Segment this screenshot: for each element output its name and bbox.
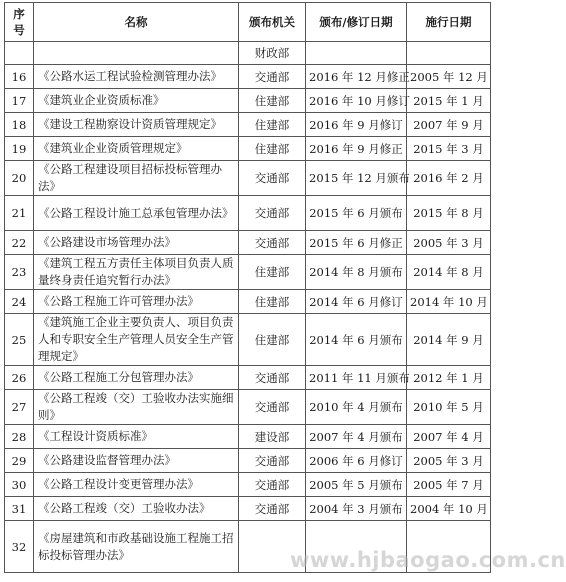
effective-date: 2005 年 3 月: [407, 231, 491, 255]
table-cell: [306, 42, 407, 65]
row-index: 24: [5, 290, 34, 314]
effective-date: 2014 年 9 月: [407, 314, 491, 366]
issuing-agency: 交通部: [239, 390, 306, 425]
table-row: [5, 390, 491, 425]
issue-date: 2015 年 12 月颁布: [306, 161, 407, 196]
table-row: [5, 255, 491, 290]
regulation-name: 《建筑业企业资质管理规定》: [34, 137, 239, 161]
regulation-name: 《建设工程勘察设计资质管理规定》: [34, 113, 239, 137]
issuing-agency: 交通部: [239, 231, 306, 255]
issuing-agency: 交通部: [239, 65, 306, 89]
regulation-name: 《公路工程施工许可管理办法》: [34, 290, 239, 314]
table-row: [5, 196, 491, 231]
row-index: 18: [5, 113, 34, 137]
effective-date: 2005 年 12 月: [407, 65, 491, 89]
regulation-name: 《建筑施工企业主要负责人、项目负责人和专职安全生产管理人员安全生产管理规定》: [34, 314, 239, 366]
header-agency: 颁布机关: [239, 3, 306, 42]
header-index: 序号: [5, 3, 34, 42]
table-row: [5, 497, 491, 521]
issue-date: 2014 年 6 月颁布: [306, 314, 407, 366]
issuing-agency: 交通部: [239, 497, 306, 521]
issue-date: 2005 年 5 月颁布: [306, 473, 407, 497]
header-date: 颁布/修订日期: [306, 3, 407, 42]
row-index: 28: [5, 425, 34, 449]
row-index: 31: [5, 497, 34, 521]
row-index: 27: [5, 390, 34, 425]
effective-date: 2007 年 9 月: [407, 113, 491, 137]
effective-date: 2014 年 10 月: [407, 290, 491, 314]
effective-date: 2015 年 3 月: [407, 137, 491, 161]
regulation-name: 《公路水运工程试验检测管理办法》: [34, 65, 239, 89]
issuing-agency: 交通部: [239, 449, 306, 473]
issue-date: 2015 年 6 月修正: [306, 231, 407, 255]
issuing-agency: 住建部: [239, 89, 306, 113]
table-row: [5, 449, 491, 473]
issuing-agency: [239, 521, 306, 573]
row-index: 30: [5, 473, 34, 497]
regulation-name: 《公路建设监督管理办法》: [34, 449, 239, 473]
table-row: [5, 161, 491, 196]
effective-date: 2015 年 1 月: [407, 89, 491, 113]
table-header-row: [5, 3, 491, 42]
row-index: 17: [5, 89, 34, 113]
effective-date: 2012 年 1 月: [407, 366, 491, 390]
issuing-agency: 住建部: [239, 137, 306, 161]
row-index: 21: [5, 196, 34, 231]
issue-date: 2014 年 8 月颁布: [306, 255, 407, 290]
issuing-agency: 交通部: [239, 196, 306, 231]
header-name: 名称: [34, 3, 239, 42]
row-index: 23: [5, 255, 34, 290]
issuing-agency: 建设部: [239, 425, 306, 449]
regulation-name: 《建筑工程五方责任主体项目负责人质量终身责任追究暂行办法》: [34, 255, 239, 290]
continuation-agency: 财政部: [239, 42, 306, 65]
issue-date: 2010 年 4 月颁布: [306, 390, 407, 425]
issuing-agency: 住建部: [239, 255, 306, 290]
table-cell: [5, 42, 34, 65]
issuing-agency: 交通部: [239, 473, 306, 497]
issue-date: 2016 年 9 月修正: [306, 137, 407, 161]
effective-date: 2015 年 8 月: [407, 196, 491, 231]
table-row: [5, 89, 491, 113]
table-row: [5, 366, 491, 390]
effective-date: 2007 年 4 月: [407, 425, 491, 449]
effective-date: 2005 年 3 月: [407, 449, 491, 473]
header-effective: 施行日期: [407, 3, 491, 42]
row-index: 32: [5, 521, 34, 573]
effective-date: 2004 年 10 月: [407, 497, 491, 521]
regulation-name: 《房屋建筑和市政基础设施工程施工招标投标管理办法》: [34, 521, 239, 573]
regulation-name: 《工程设计资质标准》: [34, 425, 239, 449]
table-row: [5, 473, 491, 497]
row-index: 19: [5, 137, 34, 161]
issue-date: 2016 年 9 月修订: [306, 113, 407, 137]
issuing-agency: 住建部: [239, 290, 306, 314]
table-row: [5, 521, 491, 573]
issue-date: [306, 521, 407, 573]
issuing-agency: 交通部: [239, 161, 306, 196]
regulation-name: 《公路工程竣（交）工验收办法实施细则》: [34, 390, 239, 425]
table-row: [5, 65, 491, 89]
regulation-name: 《公路工程设计施工总承包管理办法》: [34, 196, 239, 231]
issue-date: 2014 年 6 月修订: [306, 290, 407, 314]
table-row: [5, 425, 491, 449]
effective-date: 2016 年 2 月: [407, 161, 491, 196]
continuation-row: [5, 42, 491, 65]
row-index: 22: [5, 231, 34, 255]
effective-date: 2005 年 7 月: [407, 473, 491, 497]
regulation-name: 《公路工程竣（交）工验收办法》: [34, 497, 239, 521]
table-row: [5, 231, 491, 255]
issue-date: 2011 年 11 月颁布: [306, 366, 407, 390]
table-cell: [34, 42, 239, 65]
effective-date: 2014 年 8 月: [407, 255, 491, 290]
issue-date: 2004 年 3 月颁布: [306, 497, 407, 521]
issue-date: 2006 年 6 月修订: [306, 449, 407, 473]
issuing-agency: 交通部: [239, 366, 306, 390]
regulation-name: 《建筑业企业资质标准》: [34, 89, 239, 113]
row-index: 20: [5, 161, 34, 196]
table-row: [5, 290, 491, 314]
row-index: 29: [5, 449, 34, 473]
regulation-name: 《公路工程设计变更管理办法》: [34, 473, 239, 497]
regulation-name: 《公路建设市场管理办法》: [34, 231, 239, 255]
table-row: [5, 113, 491, 137]
watermark: www.hjbaogao.com.cn: [290, 548, 566, 572]
row-index: 25: [5, 314, 34, 366]
effective-date: 2010 年 5 月: [407, 390, 491, 425]
issue-date: 2016 年 10 月修订: [306, 89, 407, 113]
issue-date: 2016 年 12 月修正: [306, 65, 407, 89]
regulations-table: [4, 2, 491, 573]
table-cell: [407, 42, 491, 65]
effective-date: [407, 521, 491, 573]
issuing-agency: 住建部: [239, 314, 306, 366]
regulation-name: 《公路工程施工分包管理办法》: [34, 366, 239, 390]
table-row: [5, 314, 491, 366]
row-index: 16: [5, 65, 34, 89]
table-row: [5, 137, 491, 161]
issue-date: 2015 年 6 月颁布: [306, 196, 407, 231]
regulation-name: 《公路工程建设项目招标投标管理办法》: [34, 161, 239, 196]
issuing-agency: 住建部: [239, 113, 306, 137]
row-index: 26: [5, 366, 34, 390]
issue-date: 2007 年 4 月颁布: [306, 425, 407, 449]
